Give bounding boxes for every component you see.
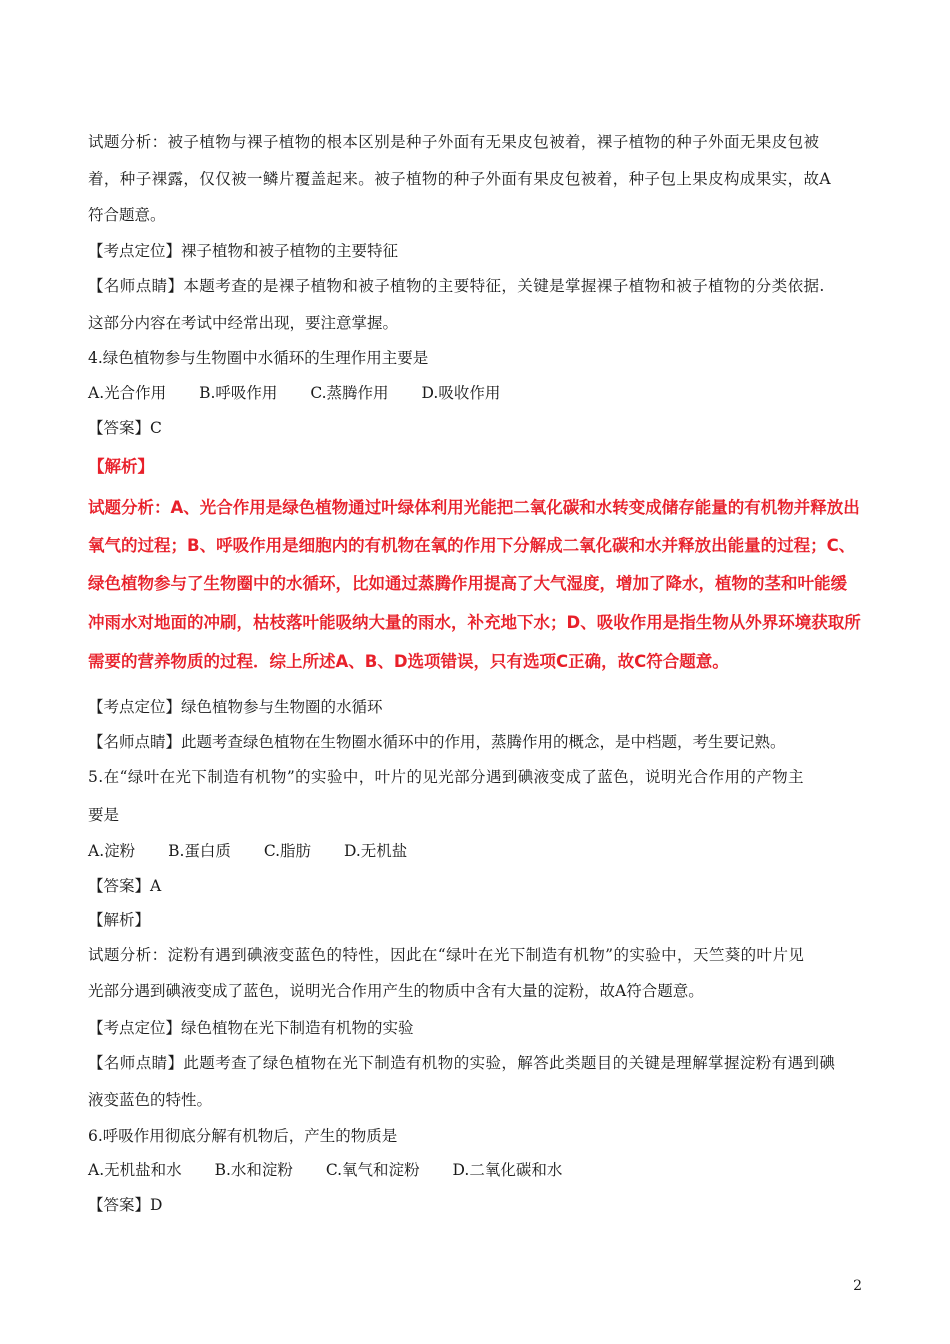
q4-option-b: B.呼吸作用 [199,384,278,402]
q4-option-c: C.蒸腾作用 [310,384,389,402]
q5-jiexi-label: 【解析】 [88,911,151,929]
q4-analysis-line-3: 绿色植物参与了生物圈中的水循环，比如通过蒸腾作用提高了大气湿度，增加了降水，植物的茎和叶能缓 [88,574,847,593]
q4-analysis-line-2: 氧气的过程；B、呼吸作用是细胞内的有机物在氧的作用下分解成二氧化碳和水并释放出能量的过程；C、 [88,536,856,555]
q4-analysis-line-1: 试题分析：A、光合作用是绿色植物通过叶绿体利用光能把二氧化碳和水转变成储存能量的有机物并释放出 [88,498,860,517]
q5-question-line-1: 5.在“绿叶在光下制造有机物”的实验中，叶片的见光部分遇到碘液变成了蓝色，说明光合作用的产物主 [88,768,804,786]
q6-option-d: D.二氧化碳和水 [452,1161,563,1179]
q5-kaodian: 【考点定位】绿色植物在光下制造有机物的实验 [88,1019,414,1037]
q4-options [88,383,500,403]
q6-option-b: B.水和淀粉 [214,1161,293,1179]
q3-mingshi-line-2: 这部分内容在考试中经常出现，要注意掌握。 [88,314,399,332]
q6-option-c: C.氧气和淀粉 [325,1161,420,1179]
q5-option-b: B.蛋白质 [168,842,231,860]
q6-option-a: A.无机盐和水 [88,1161,182,1179]
q6-answer: 【答案】D [88,1196,163,1214]
q4-jiexi-label: 【解析】 [88,457,154,476]
q6-question: 6.呼吸作用彻底分解有机物后，产生的物质是 [88,1127,398,1145]
q5-analysis-line-1: 试题分析：淀粉有遇到碘液变蓝色的特性，因此在“绿叶在光下制造有机物”的实验中，天竺葵的叶片见 [88,946,805,964]
q4-analysis-line-5: 需要的营养物质的过程．综上所述A、B、D选项错误，只有选项C正确，故C符合题意。 [88,652,729,671]
q4-mingshi: 【名师点睛】此题考查绿色植物在生物圈水循环中的作用，蒸腾作用的概念，是中档题，考生要记熟。 [88,733,786,751]
q4-answer: 【答案】C [88,419,162,437]
q5-option-c: C.脂肪 [263,842,312,860]
q4-option-d: D.吸收作用 [421,384,501,402]
q4-question: 4.绿色植物参与生物圈中水循环的生理作用主要是 [88,349,429,367]
q5-mingshi-line-2: 液变蓝色的特性。 [88,1091,213,1109]
q6-options [88,1160,562,1180]
q5-answer: 【答案】A [88,877,162,895]
q3-analysis-line-3: 符合题意。 [88,206,166,224]
q4-option-a: A.光合作用 [88,384,167,402]
q5-options [88,841,407,861]
q3-analysis-line-1: 试题分析：被子植物与裸子植物的根本区别是种子外面有无果皮包被着，裸子植物的种子外面无果皮包被 [88,133,820,151]
q3-mingshi-line-1: 【名师点睛】本题考查的是裸子植物和被子植物的主要特征，关键是掌握裸子植物和被子植物的分类依据. [88,277,825,295]
q5-option-d: D.无机盐 [344,842,408,860]
q3-kaodian: 【考点定位】裸子植物和被子植物的主要特征 [88,242,399,260]
q5-mingshi-line-1: 【名师点睛】此题考查了绿色植物在光下制造有机物的实验，解答此类题目的关键是理解掌握淀粉有遇到碘 [88,1054,836,1072]
q4-kaodian: 【考点定位】绿色植物参与生物圈的水循环 [88,698,383,716]
q3-analysis-line-2: 着，种子裸露，仅仅被一鳞片覆盖起来。被子植物的种子外面有果皮包被着，种子包上果皮构成果实，故A [88,170,831,188]
q4-analysis-line-4: 冲雨水对地面的冲刷，枯枝落叶能吸纳大量的雨水，补充地下水；D、吸收作用是指生物从外界环境获取所 [88,613,861,632]
page-number: 2 [853,1278,862,1294]
q5-option-a: A.淀粉 [88,842,136,860]
q5-question-line-2: 要是 [88,806,120,824]
q5-analysis-line-2: 光部分遇到碘液变成了蓝色，说明光合作用产生的物质中含有大量的淀粉，故A符合题意。 [88,982,704,1000]
